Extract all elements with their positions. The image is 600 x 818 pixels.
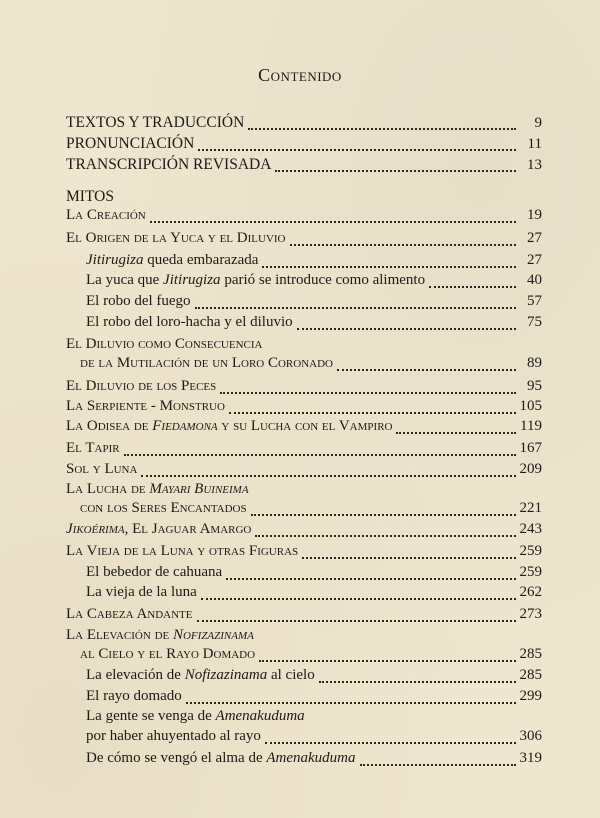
toc-entry-page: 105	[519, 398, 542, 414]
toc-entry-label: TRANSCRIPCIÓN REVISADA	[66, 156, 272, 173]
toc-entry-label	[86, 584, 197, 601]
toc-entry	[66, 378, 542, 400]
leader-dots	[396, 432, 516, 434]
toc-entry-label	[86, 564, 222, 581]
toc-entry	[86, 314, 542, 336]
label-text: por haber ahuyentado al rayo	[86, 728, 261, 744]
label-text: al Cielo y el Rayo Domado	[80, 646, 256, 662]
toc-entry	[86, 750, 542, 772]
page-title: Contenido	[258, 65, 342, 85]
toc-entry-label	[80, 646, 255, 663]
italic-term: Amenakuduma	[215, 708, 305, 724]
italic-term: Jitirugiza	[86, 252, 144, 268]
toc-entry-page: 40	[527, 272, 542, 288]
toc-entry-page: 221	[519, 500, 542, 516]
leader-dots	[248, 128, 516, 130]
label-text: La Cabeza Andante	[66, 606, 193, 622]
label-text: El robo del loro-hacha y el diluvio	[86, 314, 293, 330]
toc-entry	[86, 667, 542, 689]
leader-dots	[290, 244, 517, 246]
toc-entry-page: 57	[527, 293, 542, 309]
label-text: queda embarazada	[143, 252, 259, 268]
label-text: al cielo	[267, 667, 315, 683]
leader-dots	[429, 286, 516, 288]
toc-entry	[66, 461, 542, 483]
label-text: La Lucha de	[66, 481, 150, 497]
toc-entry-label	[86, 314, 293, 331]
label-text: La Odisea de	[66, 418, 153, 434]
italic-term: Nofizazinama	[172, 627, 254, 643]
leader-dots	[275, 170, 516, 172]
leader-dots	[251, 514, 516, 516]
leader-dots	[124, 454, 516, 456]
leader-dots	[265, 742, 516, 744]
toc-entry	[80, 355, 542, 377]
label-text: El Tapir	[66, 440, 120, 456]
toc-entry-page: 259	[519, 564, 542, 580]
toc-entry	[86, 708, 542, 730]
label-text: y su Lucha con el Vampiro	[217, 418, 393, 434]
label-text: El Diluvio como Consecuencia	[66, 336, 263, 352]
toc-entry-page: 27	[527, 252, 542, 268]
toc-entry-label	[66, 440, 120, 457]
leader-dots	[197, 620, 516, 622]
leader-dots	[319, 681, 516, 683]
toc-entry-page: 259	[519, 543, 542, 559]
label-text: El robo del fuego	[86, 293, 191, 309]
label-text: La gente se venga de	[86, 708, 216, 724]
label-text: El bebedor de cahuana	[86, 564, 223, 580]
label-text: La Elevación de	[66, 627, 173, 643]
leader-dots	[229, 412, 516, 414]
italic-term: Jikoérima,	[66, 521, 129, 537]
leader-dots	[255, 535, 515, 537]
leader-dots	[150, 221, 516, 223]
toc-entry-label	[66, 207, 146, 224]
toc-entry	[66, 135, 542, 157]
italic-term: Nofizazinama	[184, 667, 268, 683]
toc-entry-page: 75	[527, 314, 542, 330]
leader-dots	[297, 328, 516, 330]
toc-entry-page: 299	[519, 688, 542, 704]
toc-entry-page: 273	[519, 606, 542, 622]
toc-entry-label	[86, 252, 258, 269]
toc-entry-label	[66, 398, 225, 415]
label-text: De cómo se vengó el alma de	[86, 750, 267, 766]
label-text: La Creación	[66, 207, 146, 223]
leader-dots	[141, 475, 515, 477]
toc-entry	[86, 728, 542, 750]
toc-entry	[86, 272, 542, 294]
toc-entry-page: 95	[527, 378, 542, 394]
leader-dots	[337, 369, 516, 371]
toc-entry	[66, 207, 542, 229]
label-text: La yuca que	[86, 272, 164, 288]
toc-entry-page: 209	[519, 461, 542, 477]
toc-entry-page: 243	[519, 521, 542, 537]
toc-entry-label	[86, 750, 356, 767]
toc-entry	[66, 543, 542, 565]
leader-dots	[198, 149, 516, 151]
toc-entry-label	[66, 461, 137, 478]
label-text: La vieja de la luna	[86, 584, 197, 600]
toc-entry-label	[86, 708, 305, 725]
toc-entry-page: 319	[519, 750, 542, 766]
label-text: La Vieja de la Luna y otras Figuras	[66, 543, 299, 559]
label-text: Sol y Luna	[66, 461, 138, 477]
italic-term: Amenakuduma	[266, 750, 356, 766]
toc-entry-page: 306	[519, 728, 542, 744]
toc-entry-label	[86, 667, 315, 684]
label-text: La elevación de	[86, 667, 185, 683]
label-text: El Jaguar Amargo	[128, 521, 252, 537]
italic-term: Mayari Buineima	[149, 481, 249, 497]
toc-entry	[66, 440, 542, 462]
leader-dots	[201, 598, 516, 600]
toc-entry-page: 262	[519, 584, 542, 600]
toc-entry	[80, 500, 542, 522]
leader-dots	[259, 660, 515, 662]
toc-entry-label: PRONUNCIACIÓN	[66, 135, 195, 152]
toc-entry-page: 119	[520, 418, 542, 434]
label-text: El Origen de la Yuca y el Diluvio	[66, 230, 286, 246]
toc-entry-label	[66, 418, 392, 435]
toc-entry-page: 19	[527, 207, 542, 223]
toc-entry-page: 285	[519, 646, 542, 662]
leader-dots	[226, 578, 515, 580]
leader-dots	[262, 266, 516, 268]
toc-entry-label	[86, 272, 425, 289]
toc-entry	[66, 114, 542, 136]
label-text: La Serpiente - Monstruo	[66, 398, 225, 414]
toc-entry-label	[80, 355, 333, 372]
toc-entry	[66, 521, 542, 543]
italic-term: Jitirugiza	[163, 272, 221, 288]
toc-entry-label	[66, 230, 286, 247]
toc-entry-label	[86, 728, 261, 745]
toc-entry-label	[66, 336, 262, 353]
italic-term: Fiedamona	[152, 418, 218, 434]
toc-entry	[66, 418, 542, 440]
section-heading: MITOS	[66, 188, 114, 205]
label-text: con los Seres Encantados	[80, 500, 247, 516]
toc-entry-page: 11	[527, 136, 542, 152]
toc-entry-page: 167	[519, 440, 542, 456]
toc-entry-label	[66, 378, 216, 395]
leader-dots	[302, 557, 515, 559]
toc-entry-label	[66, 627, 254, 644]
toc-entry-label	[66, 543, 298, 560]
toc-entry-label	[86, 688, 182, 705]
toc-entry	[86, 252, 542, 274]
label-text: El Diluvio de los Peces	[66, 378, 217, 394]
toc-entry-label	[66, 606, 193, 623]
toc-entry	[66, 606, 542, 628]
toc-entry-label	[86, 293, 191, 310]
toc-entry-label	[80, 500, 247, 517]
leader-dots	[220, 392, 516, 394]
label-text: de la Mutilación de un Loro Coronado	[80, 355, 333, 371]
toc-entry-page: 27	[527, 230, 542, 246]
toc-entry	[86, 293, 542, 315]
toc-entry-label	[66, 521, 251, 538]
toc-entry-page: 13	[527, 157, 542, 173]
toc-entry-page: 285	[519, 667, 542, 683]
toc-entry-page: 9	[534, 115, 542, 131]
toc-entry	[66, 230, 542, 252]
toc-entry	[86, 564, 542, 586]
toc-entry	[86, 584, 542, 606]
label-text: El rayo domado	[86, 688, 182, 704]
toc-entry-label: TEXTOS Y TRADUCCIÓN	[66, 114, 245, 131]
toc-entry-label	[66, 481, 249, 498]
toc-entry	[66, 156, 542, 178]
toc-entry	[66, 398, 542, 420]
toc-entry	[86, 688, 542, 710]
label-text: parió se introduce como alimento	[220, 272, 426, 288]
toc-entry	[80, 646, 542, 668]
leader-dots	[360, 764, 516, 766]
toc-entry-page: 89	[527, 355, 542, 371]
leader-dots	[186, 702, 516, 704]
leader-dots	[195, 307, 516, 309]
